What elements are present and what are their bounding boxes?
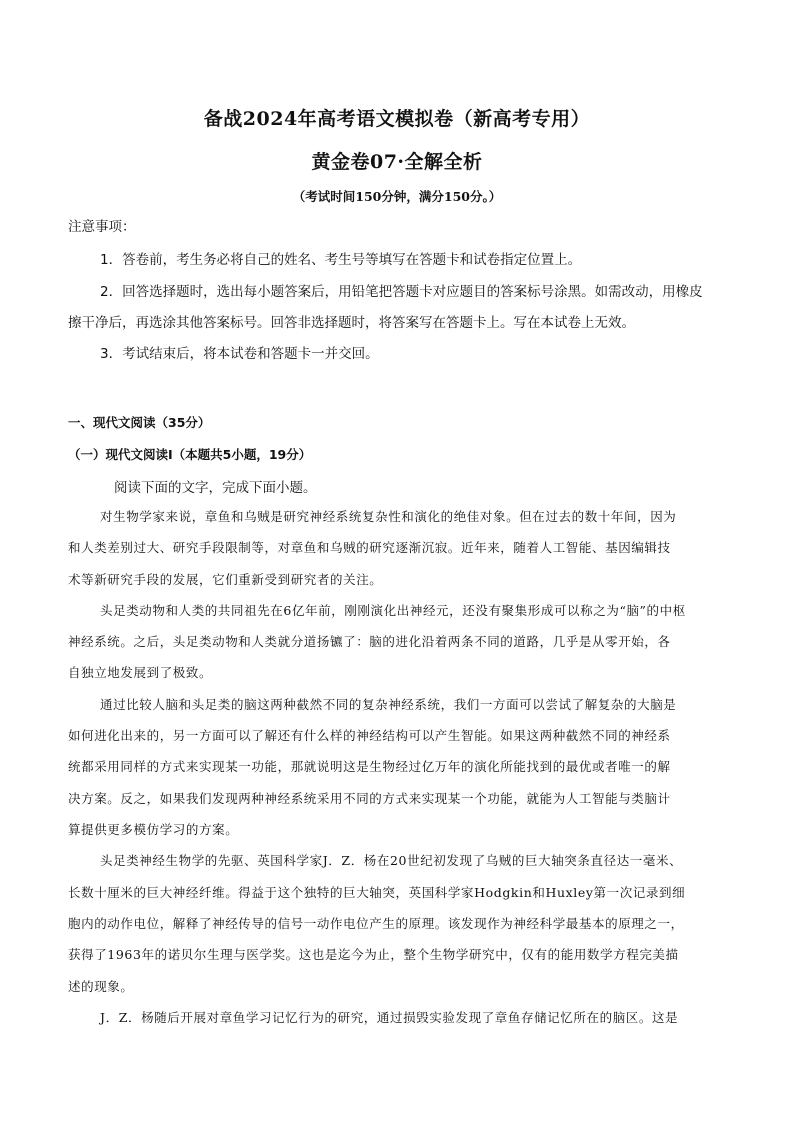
passage-line: 头足类动物和人类的共同祖先在6亿年前，刚刚演化出神经元，还没有聚集形成可以称之为“脑”的中枢 — [100, 603, 686, 618]
passage-line: 如何进化出来的，另一方面可以了解还有什么样的神经结构可以产生智能。如果这两种截然不同的神经系 — [68, 728, 671, 743]
passage-line: 获得了1963年的诺贝尔生理与医学奖。这也是迄今为止，整个生物学研究中，仅有的能用数学方程完美描 — [68, 947, 679, 962]
passage-line: 和人类差别过大、研究手段限制等，对章鱼和乌贼的研究逐渐沉寂。近年来，随着人工智能、基因编辑技 — [68, 540, 671, 555]
passage-line: 神经系统。之后，头足类动物和人类就分道扬镳了：脑的进化沿着两条不同的道路，几乎是从零开始，各 — [68, 634, 671, 649]
reading-instruction: 阅读下面的文字，完成下面小题。 — [114, 480, 317, 496]
passage-line: 对生物学家来说，章鱼和乌贼是研究神经系统复杂性和演化的绝佳对象。但在过去的数十年间，因为 — [100, 509, 677, 524]
section-heading: 一、现代文阅读（35分） — [68, 415, 211, 430]
note-item-2: 2．回答选择题时，选出每小题答案后，用铅笔把答题卡对应题目的答案标号涂黑。如需改动，用橡皮 — [100, 284, 703, 300]
exam-info: （考试时间150分钟，满分150分。） — [292, 189, 502, 204]
page-title: 备战2024年高考语文模拟卷（新高考专用） — [203, 108, 591, 130]
passage-line: 术等新研究手段的发展，它们重新受到研究者的关注。 — [68, 572, 383, 587]
passage-line: 自独立地发展到了极致。 — [68, 665, 213, 680]
passage-line: 头足类神经生物学的先驱、英国科学家J．Z．杨在20世纪初发现了乌贼的巨大轴突条直径达一毫米、 — [100, 853, 683, 868]
passage-line: 胞内的动作电位，解释了神经传导的信号一动作电位产生的原理。该发现作为神经科学最基本的原理之一， — [68, 916, 684, 931]
passage-line: 通过比较人脑和头足类的脑这两种截然不同的复杂神经系统，我们一方面可以尝试了解复杂的大脑是 — [100, 697, 677, 712]
note-item-3: 3．考试结束后，将本试卷和答题卡一并交回。 — [100, 346, 379, 362]
notes-heading: 注意事项： — [68, 219, 136, 235]
subsection-heading: （一）现代文阅读Ⅰ（本题共5小题，19分） — [68, 447, 312, 462]
paper-subtitle: 黄金卷07·全解全析 — [311, 151, 483, 173]
passage-line: J．Z．杨随后开展对章鱼学习记忆行为的研究，通过损毁实验发现了章鱼存储记忆所在的脑区。这是 — [100, 1010, 679, 1025]
passage-line: 述的现象。 — [68, 979, 134, 994]
note-item-2-cont: 擦干净后，再选涂其他答案标号。回答非选择题时，将答案写在答题卡上。写在本试卷上无效。 — [68, 315, 635, 331]
passage-line: 算提供更多模仿学习的方案。 — [68, 822, 239, 837]
passage-line: 长数十厘米的巨大神经纤维。得益于这个独特的巨大轴突，英国科学家Hodgkin和Huxley第一次记录到细 — [68, 885, 686, 900]
passage-line: 决方案。反之，如果我们发现两种神经系统采用不同的方式来实现某一个功能，就能为人工智能与类脑计 — [68, 791, 671, 806]
note-item-1: 1．答卷前，考生务必将自己的姓名、考生号等填写在答题卡和试卷指定位置上。 — [100, 252, 582, 268]
passage-line: 统都采用同样的方式来实现某一功能，那就说明这是生物经过亿万年的演化所能找到的最优或者唯一的解 — [68, 759, 671, 774]
